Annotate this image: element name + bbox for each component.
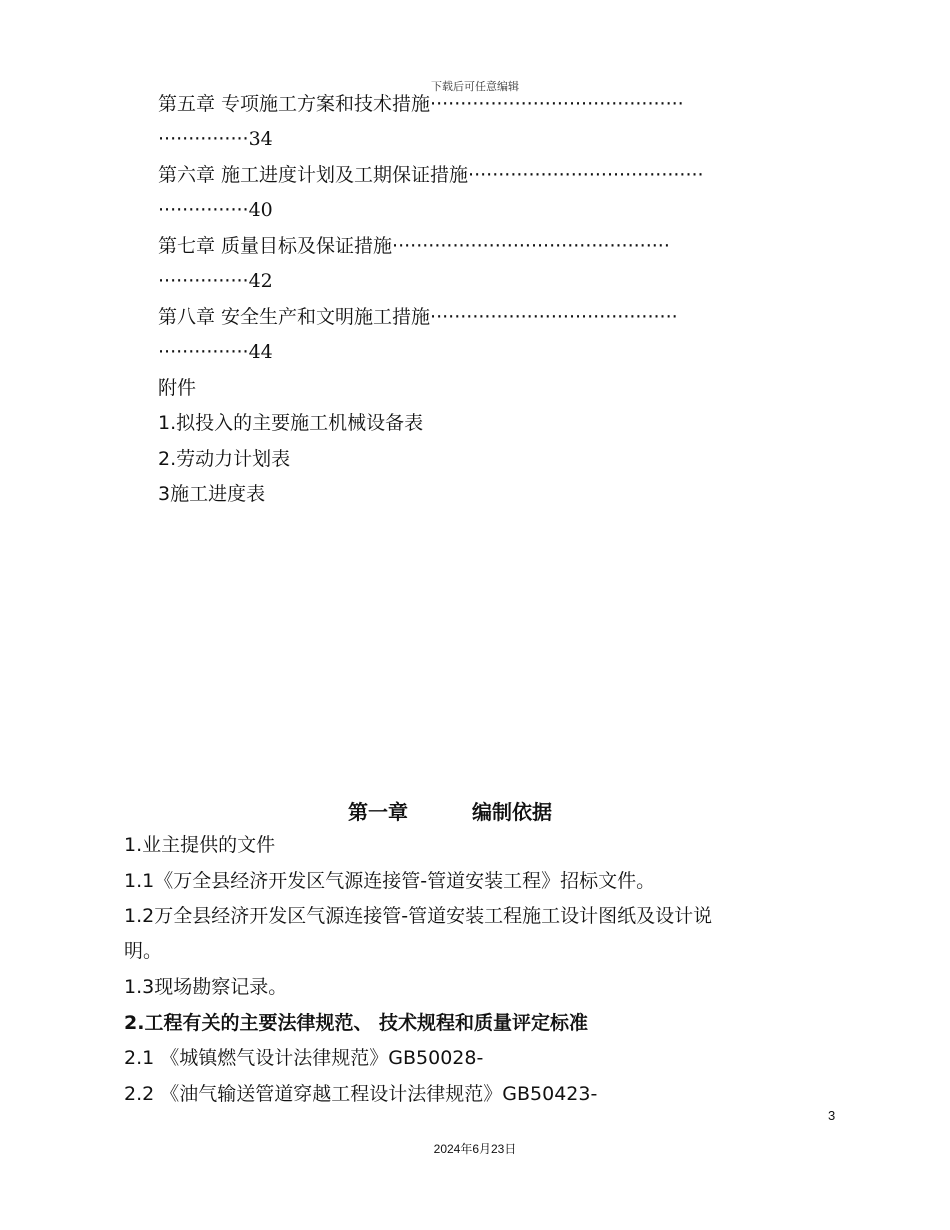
- body-paragraph: 1.1《万全县经济开发区气源连接管-管道安装工程》招标文件。: [124, 870, 656, 892]
- appendix-heading: 附件: [158, 377, 197, 399]
- appendix-item[interactable]: 2.劳动力计划表: [158, 448, 291, 470]
- toc-leader-dots: ···············: [158, 199, 249, 221]
- body-paragraph: 2.2 《油气输送管道穿越工程设计法律规范》GB50423-: [124, 1083, 598, 1105]
- header-note: 下载后可任意编辑: [431, 80, 519, 93]
- toc-title: 第八章 安全生产和文明施工措施: [158, 306, 431, 328]
- toc-entry-continuation: [158, 197, 273, 223]
- toc-leader-dots: ·······································: [468, 164, 704, 186]
- toc-page-number: 44: [248, 341, 273, 363]
- appendix-item[interactable]: 1.拟投入的主要施工机械设备表: [158, 412, 424, 434]
- toc-entry-chapter-6[interactable]: [158, 162, 826, 188]
- footer-date: 2024年6月23日: [433, 1142, 517, 1156]
- toc-entry-chapter-8[interactable]: [158, 304, 826, 330]
- page-number: 3: [828, 1108, 836, 1123]
- chapter-title: [348, 796, 552, 825]
- toc-entry-continuation: [158, 339, 273, 365]
- toc-leader-dots: ·········································: [430, 306, 678, 328]
- toc-title: 第五章 专项施工方案和技术措施: [158, 93, 431, 115]
- section-heading: 1.业主提供的文件: [124, 834, 276, 856]
- toc-page-number: 42: [248, 270, 273, 292]
- toc-title: 第六章 施工进度计划及工期保证措施: [158, 164, 469, 186]
- toc-entry-chapter-5[interactable]: [158, 91, 826, 117]
- chapter-name: 编制依据: [472, 800, 552, 824]
- toc-leader-dots: ···············: [158, 270, 249, 292]
- toc-leader-dots: ··········································: [430, 93, 684, 115]
- toc-entry-chapter-7[interactable]: [158, 233, 826, 259]
- body-paragraph: 1.2万全县经济开发区气源连接管-管道安装工程施工设计图纸及设计说: [124, 905, 713, 927]
- toc-entry-continuation: [158, 268, 273, 294]
- body-paragraph-continuation: 明。: [124, 940, 163, 962]
- toc-page-number: 40: [248, 199, 273, 221]
- toc-leader-dots: ···············: [158, 341, 249, 363]
- toc-entry-continuation: [158, 126, 273, 152]
- body-paragraph: 2.1 《城镇燃气设计法律规范》GB50028-: [124, 1047, 484, 1069]
- appendix-item[interactable]: 3施工进度表: [158, 483, 266, 505]
- chapter-number: 第一章: [348, 800, 408, 824]
- toc-title: 第七章 质量目标及保证措施: [158, 235, 393, 257]
- toc-leader-dots: ···············: [158, 128, 249, 150]
- body-paragraph: 1.3现场勘察记录。: [124, 976, 288, 998]
- section-heading: 2.工程有关的主要法律规范、 技术规程和质量评定标准: [124, 1012, 589, 1034]
- toc-leader-dots: ··············································: [392, 235, 670, 257]
- toc-page-number: 34: [248, 128, 273, 150]
